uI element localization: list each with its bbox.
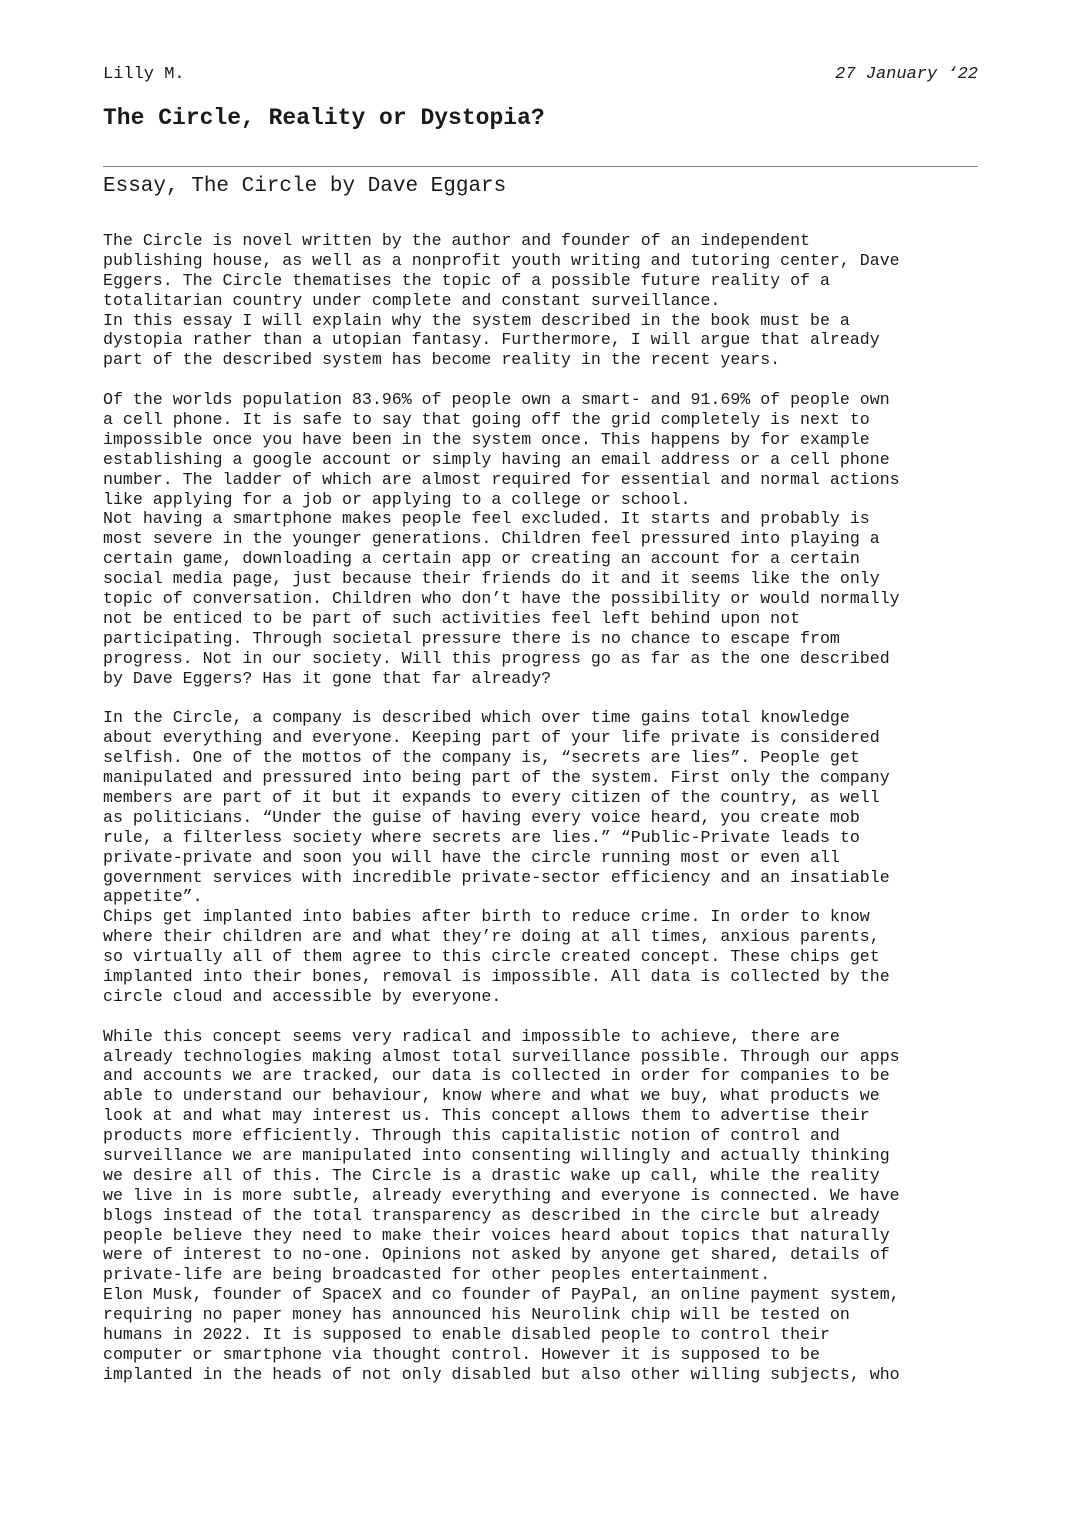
text-line: appetite”. (103, 887, 203, 907)
text-line: Chips get implanted into babies after birth to reduce crime. In order to know (103, 907, 870, 927)
text-line: While this concept seems very radical and impossible to achieve, there are (103, 1026, 840, 1046)
text-line: In this essay I will explain why the system described in the book must be a (103, 310, 850, 330)
document-header (103, 64, 978, 88)
text-line: selfish. One of the mottos of the company is, “secrets are lies”. People get (103, 748, 860, 768)
text-line: participating. Through societal pressure there is no chance to escape from (103, 628, 840, 648)
text-line: impossible once you have been in the system once. This happens by for example (103, 429, 870, 449)
text-line: publishing house, as well as a nonprofit youth writing and tutoring center, Dave (103, 250, 900, 270)
text-line: progress. Not in our society. Will this progress go as far as the one described (103, 648, 890, 668)
text-line: members are part of it but it expands to every citizen of the country, as well (103, 787, 880, 807)
document-date: 27 January ‘22 (835, 65, 978, 84)
essay-paragraph (103, 390, 1003, 688)
title-divider (103, 166, 978, 167)
text-line: number. The ladder of which are almost required for essential and normal actions (103, 469, 900, 489)
author-name: Lilly M. (103, 65, 185, 84)
text-line: most severe in the younger generations. Children feel pressured into playing a (103, 529, 880, 549)
text-line: Elon Musk, founder of SpaceX and co founder of PayPal, an online payment system, (103, 1285, 900, 1305)
text-line: circle cloud and accessible by everyone. (103, 986, 502, 1006)
essay-paragraph (103, 708, 1003, 1006)
text-line: dystopia rather than a utopian fantasy. Furthermore, I will argue that already (103, 330, 880, 350)
text-line: totalitarian country under complete and constant surveillance. (103, 290, 721, 310)
text-line: a cell phone. It is safe to say that going off the grid completely is next to (103, 410, 870, 430)
text-line: private-life are being broadcasted for other peoples entertainment. (103, 1265, 771, 1285)
text-line: certain game, downloading a certain app or creating an account for a certain (103, 549, 860, 569)
text-line: people believe they need to make their voices heard about topics that naturally (103, 1225, 890, 1245)
text-line: private-private and soon you will have the circle running most or even all (103, 847, 840, 867)
text-line: blogs instead of the total transparency as described in the circle but already (103, 1205, 880, 1225)
text-line: Of the worlds population 83.96% of people own a smart- and 91.69% of people own (103, 390, 890, 410)
text-line: part of the described system has become reality in the recent years. (103, 350, 781, 370)
text-line: Not having a smartphone makes people feel excluded. It starts and probably is (103, 509, 870, 529)
text-line: look at and what may interest us. This concept allows them to advertise their (103, 1106, 870, 1126)
text-line: In the Circle, a company is described which over time gains total knowledge (103, 708, 850, 728)
text-line: topic of conversation. Children who don’t have the possibility or would normally (103, 589, 900, 609)
text-line: as politicians. “Under the guise of having every voice heard, you create mob (103, 807, 860, 827)
text-line: about everything and everyone. Keeping part of your life private is considered (103, 728, 880, 748)
text-line: where their children are and what they’re doing at all times, anxious parents, (103, 927, 880, 947)
essay-title: The Circle, Reality or Dystopia? (103, 105, 545, 131)
essay-body (103, 231, 1003, 1405)
text-line: like applying for a job or applying to a college or school. (103, 489, 691, 509)
text-line: rule, a filterless society where secrets are lies.” “Public-Private leads to (103, 827, 860, 847)
text-line: products more efficiently. Through this capitalistic notion of control and (103, 1126, 840, 1146)
essay-subtitle: Essay, The Circle by Dave Eggars (103, 175, 507, 198)
essay-paragraph (103, 1027, 1003, 1385)
text-line: establishing a google account or simply having an email address or a cell phone (103, 449, 890, 469)
text-line: surveillance we are manipulated into consenting willingly and actually thinking (103, 1145, 890, 1165)
text-line: were of interest to no-one. Opinions not asked by anyone get shared, details of (103, 1245, 890, 1265)
text-line: humans in 2022. It is supposed to enable disabled people to control their (103, 1324, 830, 1344)
text-line: so virtually all of them agree to this circle created concept. These chips get (103, 947, 880, 967)
text-line: not be enticed to be part of such activities feel left behind upon not (103, 608, 801, 628)
text-line: implanted in the heads of not only disabled but also other willing subjects, who (103, 1364, 900, 1384)
text-line: implanted into their bones, removal is impossible. All data is collected by the (103, 966, 890, 986)
text-line: government services with incredible private-sector efficiency and an insatiable (103, 867, 890, 887)
text-line: Eggers. The Circle thematises the topic of a possible future reality of a (103, 270, 830, 290)
text-line: able to understand our behaviour, know where and what we buy, what products we (103, 1086, 880, 1106)
text-line: and accounts we are tracked, our data is collected in order for companies to be (103, 1066, 890, 1086)
text-line: manipulated and pressured into being part of the system. First only the company (103, 768, 890, 788)
text-line: we desire all of this. The Circle is a drastic wake up call, while the reality (103, 1165, 880, 1185)
text-line: requiring no paper money has announced his Neurolink chip will be tested on (103, 1305, 850, 1325)
text-line: already technologies making almost total surveillance possible. Through our apps (103, 1046, 900, 1066)
text-line: The Circle is novel written by the author and founder of an independent (103, 231, 811, 250)
text-line: computer or smartphone via thought control. However it is supposed to be (103, 1344, 820, 1364)
essay-paragraph (103, 231, 1003, 370)
text-line: we live in is more subtle, already everything and everyone is connected. We have (103, 1185, 900, 1205)
text-line: social media page, just because their friends do it and it seems like the only (103, 569, 880, 589)
text-line: by Dave Eggers? Has it gone that far already? (103, 668, 552, 688)
